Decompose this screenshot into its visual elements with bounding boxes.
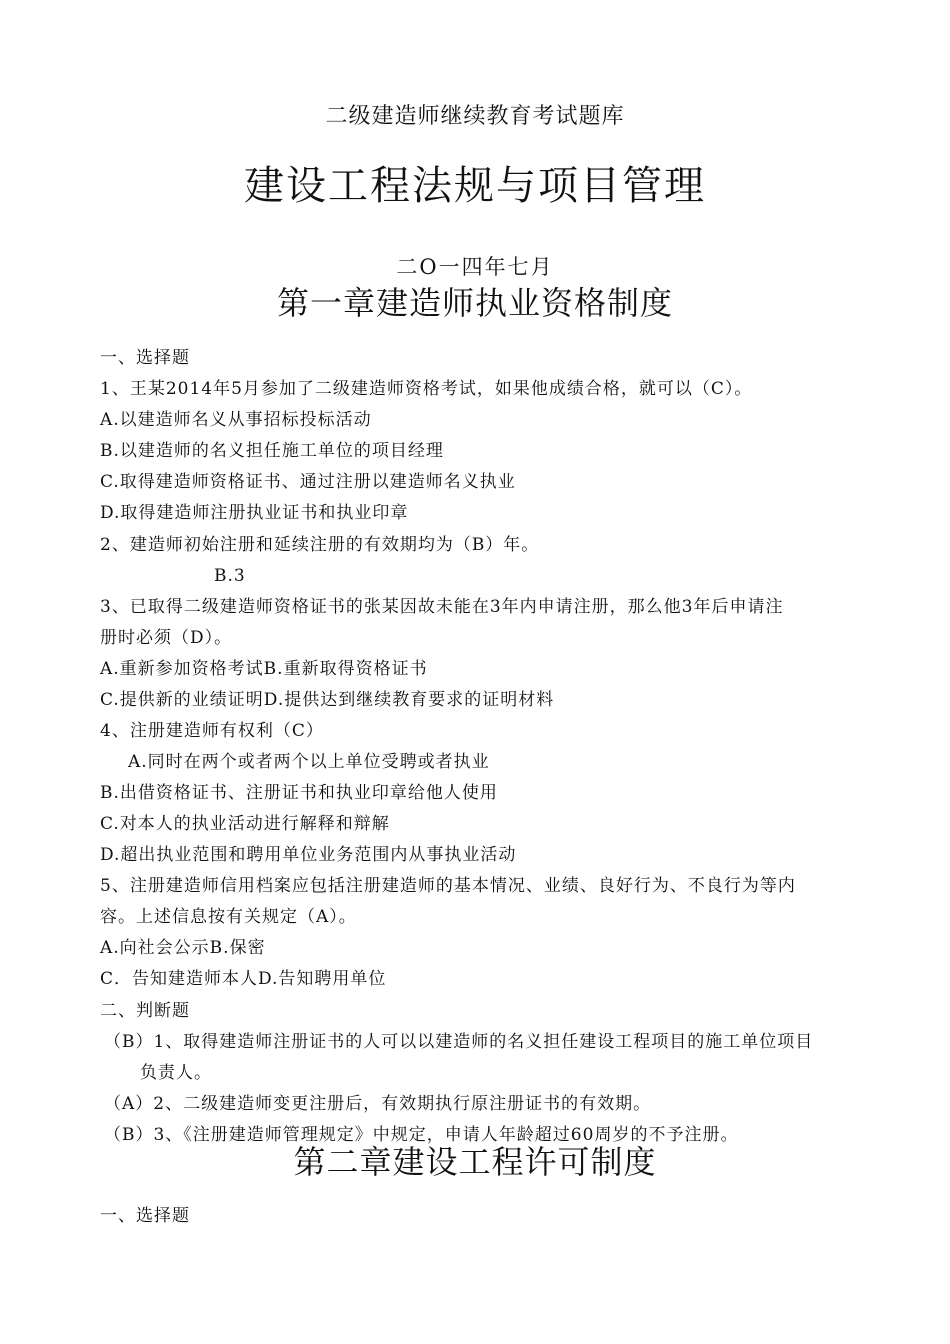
section-heading: 一、选择题 [100,348,190,368]
question-3-line-2: 册时必须（D）。 [100,628,233,648]
option: C.对本人的执业活动进行解释和辩解 [100,814,390,834]
option: D.超出执业范围和聘用单位业务范围内从事执业活动 [100,845,517,865]
question-3-line-1: 3、已取得二级建造师资格证书的张某因故未能在3年内申请注册，那么他3年后申请注 [100,597,784,617]
chapter-1-title: 第一章建造师执业资格制度 [276,284,673,322]
option: B.3 [214,566,246,586]
judgment-2: （A）2、二级建造师变更注册后，有效期执行原注册证书的有效期。 [104,1094,652,1114]
option: B.出借资格证书、注册证书和执业印章给他人使用 [100,783,498,803]
judgment-1-line-2: 负责人。 [140,1063,212,1083]
option: B.以建造师的名义担任施工单位的项目经理 [100,441,444,461]
document-title: 建设工程法规与项目管理 [244,163,706,209]
option: C.取得建造师资格证书、通过注册以建造师名义执业 [100,472,516,492]
option: C．告知建造师本人D.告知聘用单位 [100,969,387,989]
question-1: 1、王某2014年5月参加了二级建造师资格考试，如果他成绩合格，就可以（C）。 [100,379,753,399]
document-date: 二O一四年七月 [396,255,554,279]
question-5-line-2: 容。上述信息按有关规定（A）。 [100,907,357,927]
judgment-3: （B）3、《注册建造师管理规定》中规定，申请人年龄超过60周岁的不予注册。 [104,1125,739,1145]
option: D.取得建造师注册执业证书和执业印章 [100,503,409,523]
option: A.重新参加资格考试B.重新取得资格证书 [100,659,428,679]
question-5-line-1: 5、注册建造师信用档案应包括注册建造师的基本情况、业绩、良好行为、不良行为等内 [100,876,796,896]
option: C.提供新的业绩证明D.提供达到继续教育要求的证明材料 [100,690,555,710]
option: A.以建造师名义从事招标投标活动 [100,410,372,430]
chapter-2-title: 第二章建设工程许可制度 [293,1143,657,1181]
judgment-1-line-1: （B）1、取得建造师注册证书的人可以以建造师的名义担任建设工程项目的施工单位项目 [104,1032,814,1052]
question-4: 4、注册建造师有权利（C） [100,721,324,741]
option: A.向社会公示B.保密 [100,938,266,958]
section-heading: 一、选择题 [100,1206,190,1226]
question-2: 2、建造师初始注册和延续注册的有效期均为（B）年。 [100,535,540,555]
document-subtitle: 二级建造师继续教育考试题库 [325,104,625,129]
section-heading: 二、判断题 [100,1001,190,1021]
option: A.同时在两个或者两个以上单位受聘或者执业 [128,752,490,772]
